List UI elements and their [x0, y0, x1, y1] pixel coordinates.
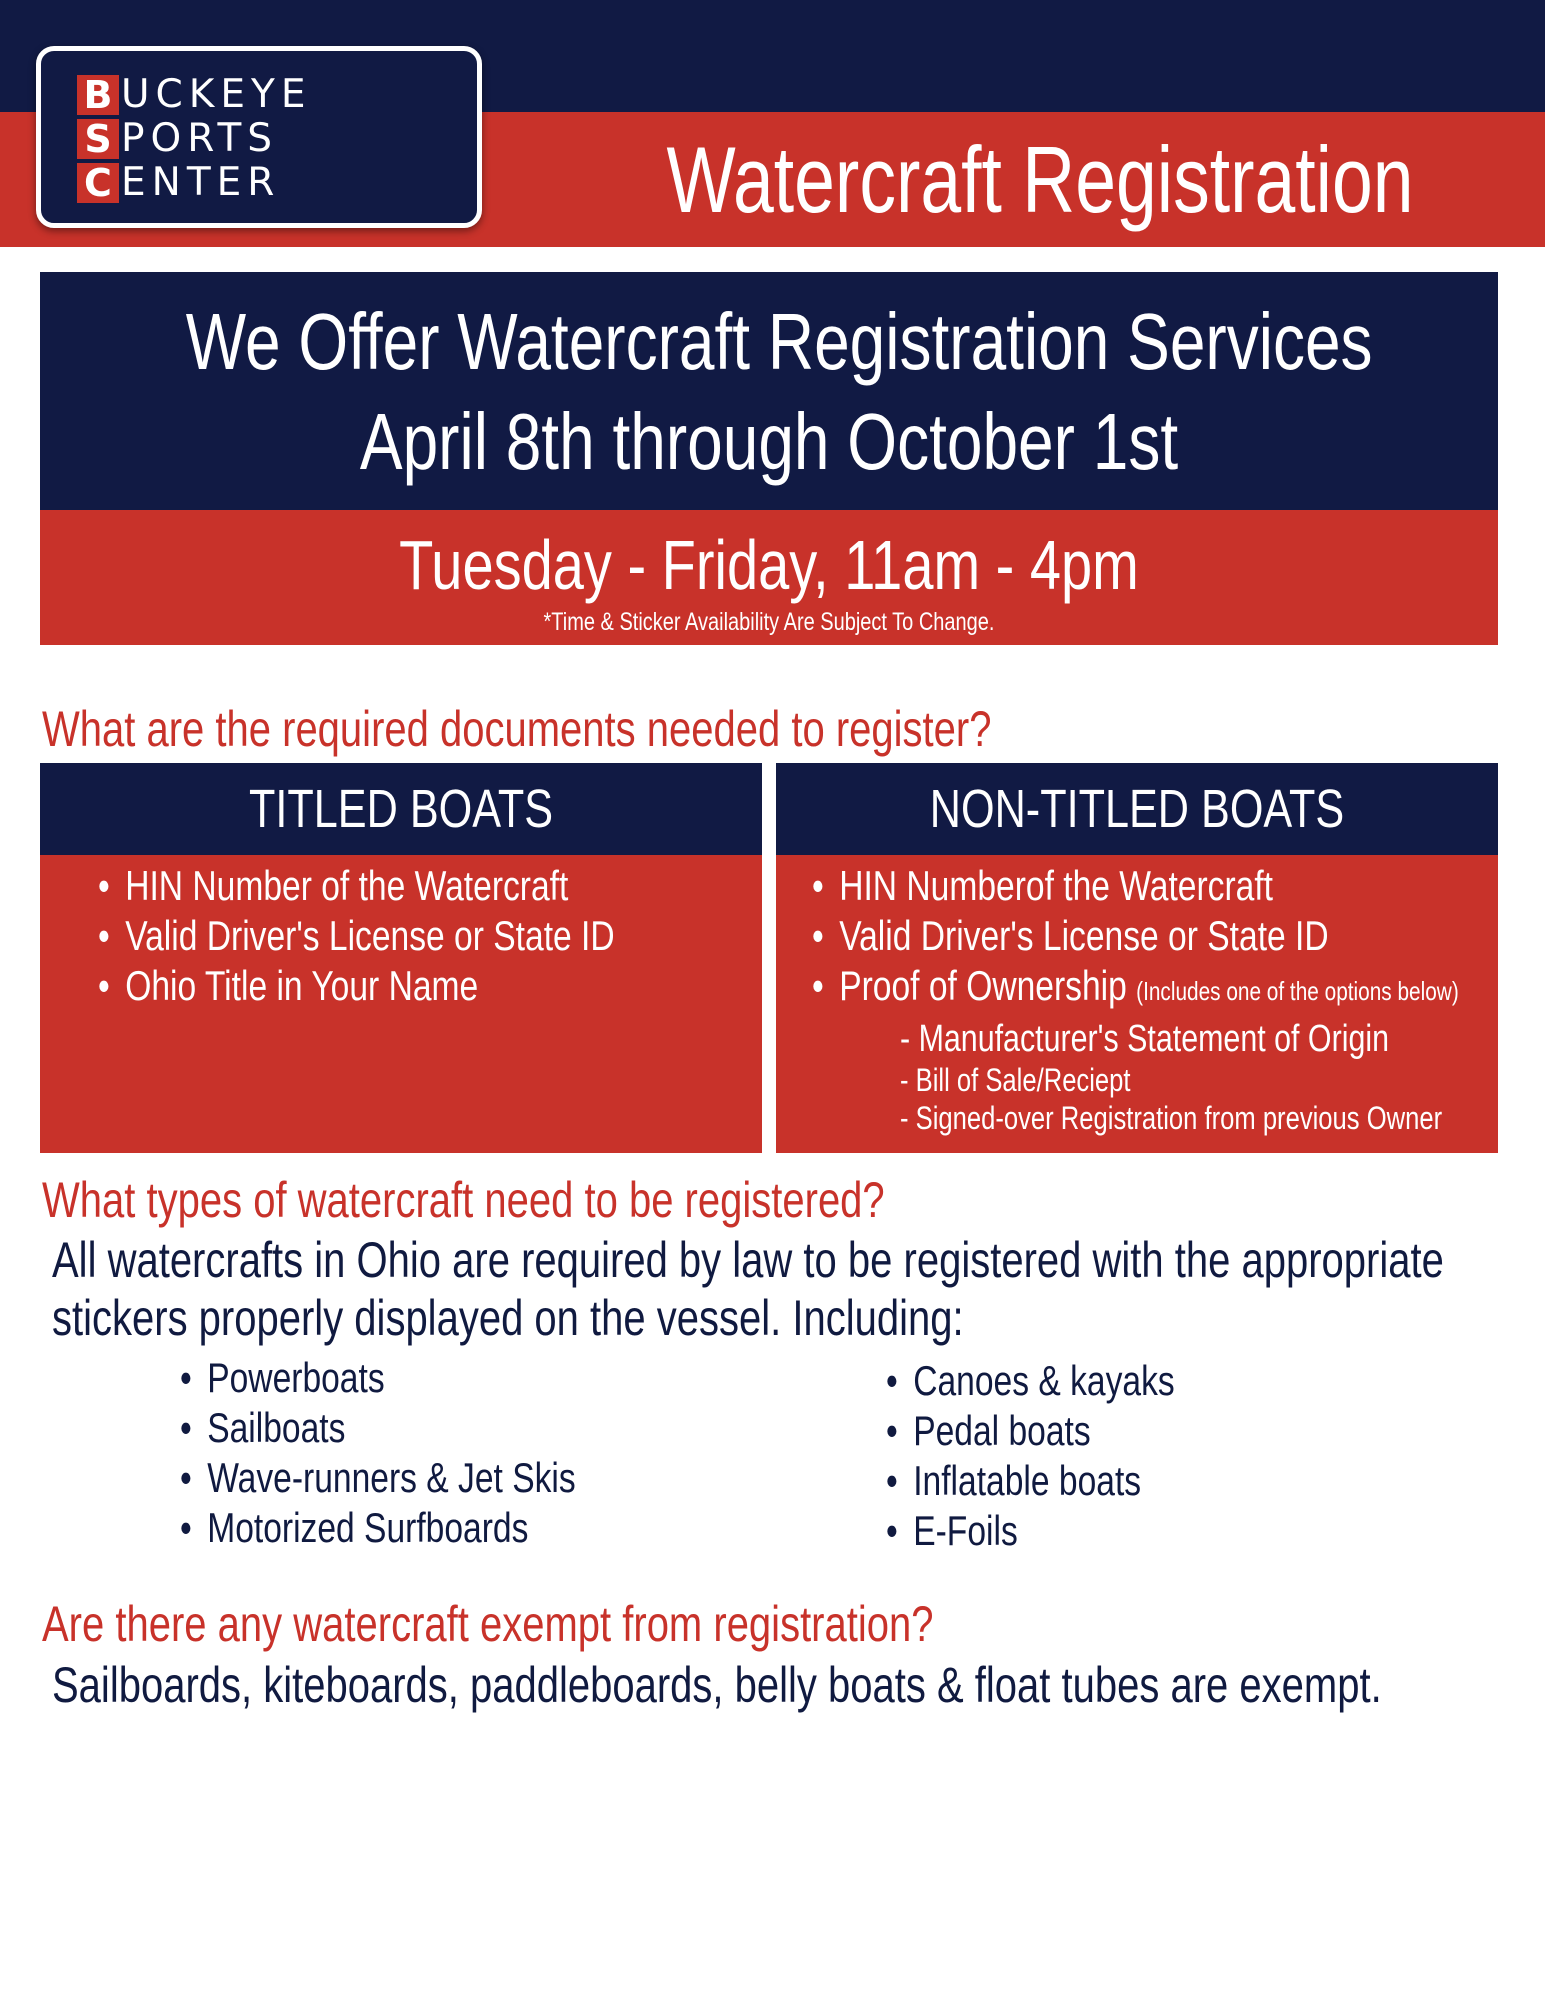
disclaimer-text: *Time & Sticker Availability Are Subject To Change.: [543, 608, 995, 636]
list-item: • Valid Driver's License or State ID: [812, 911, 1459, 961]
list-item: • Powerboats: [180, 1353, 576, 1403]
logo-row-center: [77, 161, 280, 205]
logo-word: UCKEYE: [121, 72, 312, 117]
list-item: • HIN Numberof the Watercraft: [812, 861, 1459, 911]
banner-dates: April 8th through October 1st: [359, 397, 1179, 486]
ownership-option: - Manufacturer's Statement of Origin: [900, 1018, 1390, 1060]
types-paragraph-line-1: All watercrafts in Ohio are required by law to be registered with the appropriate: [52, 1232, 1444, 1288]
non-titled-boats-list: [776, 855, 1498, 1153]
types-paragraph-line-2: stickers properly displayed on the vessel. Including:: [52, 1290, 964, 1346]
list-item: • Valid Driver's License or State ID: [98, 911, 615, 961]
titled-boats-list: [40, 855, 762, 1153]
list-item: • HIN Number of the Watercraft: [98, 861, 615, 911]
list-item: • Ohio Title in Your Name: [98, 961, 615, 1011]
hours-banner: [40, 510, 1498, 645]
titled-boats-heading: TITLED BOATS: [40, 763, 762, 855]
buckeye-sports-center-logo: [36, 46, 482, 228]
exempt-answer: Sailboards, kiteboards, paddleboards, belly boats & float tubes are exempt.: [52, 1657, 1382, 1713]
watercraft-types-right: [886, 1356, 1247, 1556]
list-item: • Sailboats: [180, 1403, 576, 1453]
list-item: [812, 961, 1459, 1016]
non-titled-boats-box: [776, 763, 1498, 1153]
ownership-option: - Signed-over Registration from previous Owner: [900, 1100, 1443, 1136]
logo-word: ENTER: [121, 160, 281, 205]
watercraft-types-left: [180, 1353, 675, 1553]
logo-initial: B: [77, 75, 119, 115]
proof-of-ownership-label: Proof of Ownership: [839, 962, 1127, 1009]
list-item: • Pedal boats: [886, 1406, 1175, 1456]
services-banner: [40, 272, 1498, 510]
list-item: • Wave-runners & Jet Skis: [180, 1453, 576, 1503]
logo-row-sports: [77, 117, 278, 161]
list-item: • Inflatable boats: [886, 1456, 1175, 1506]
banner-line-1: We Offer Watercraft Registration Services: [185, 297, 1373, 386]
hours-text: Tuesday - Friday, 11am - 4pm: [399, 526, 1139, 604]
ownership-option: - Bill of Sale/Reciept: [900, 1062, 1131, 1098]
titled-boats-box: [40, 763, 762, 1153]
non-titled-boats-heading: NON-TITLED BOATS: [776, 763, 1498, 855]
list-item: • E-Foils: [886, 1506, 1175, 1556]
list-item: • Motorized Surfboards: [180, 1503, 576, 1553]
logo-initial: S: [77, 119, 119, 159]
exempt-question: Are there any watercraft exempt from registration?: [42, 1596, 934, 1652]
types-question: What types of watercraft need to be registered?: [42, 1172, 885, 1228]
logo-word: PORTS: [121, 116, 279, 161]
proof-of-ownership-note: (Includes one of the options below): [1136, 976, 1459, 1006]
logo-initial: C: [77, 163, 119, 203]
page-title: Watercraft Registration: [666, 127, 1414, 232]
logo-row-buckeye: [77, 73, 311, 117]
list-item: • Canoes & kayaks: [886, 1356, 1175, 1406]
documents-question: What are the required documents needed to register?: [42, 701, 992, 757]
